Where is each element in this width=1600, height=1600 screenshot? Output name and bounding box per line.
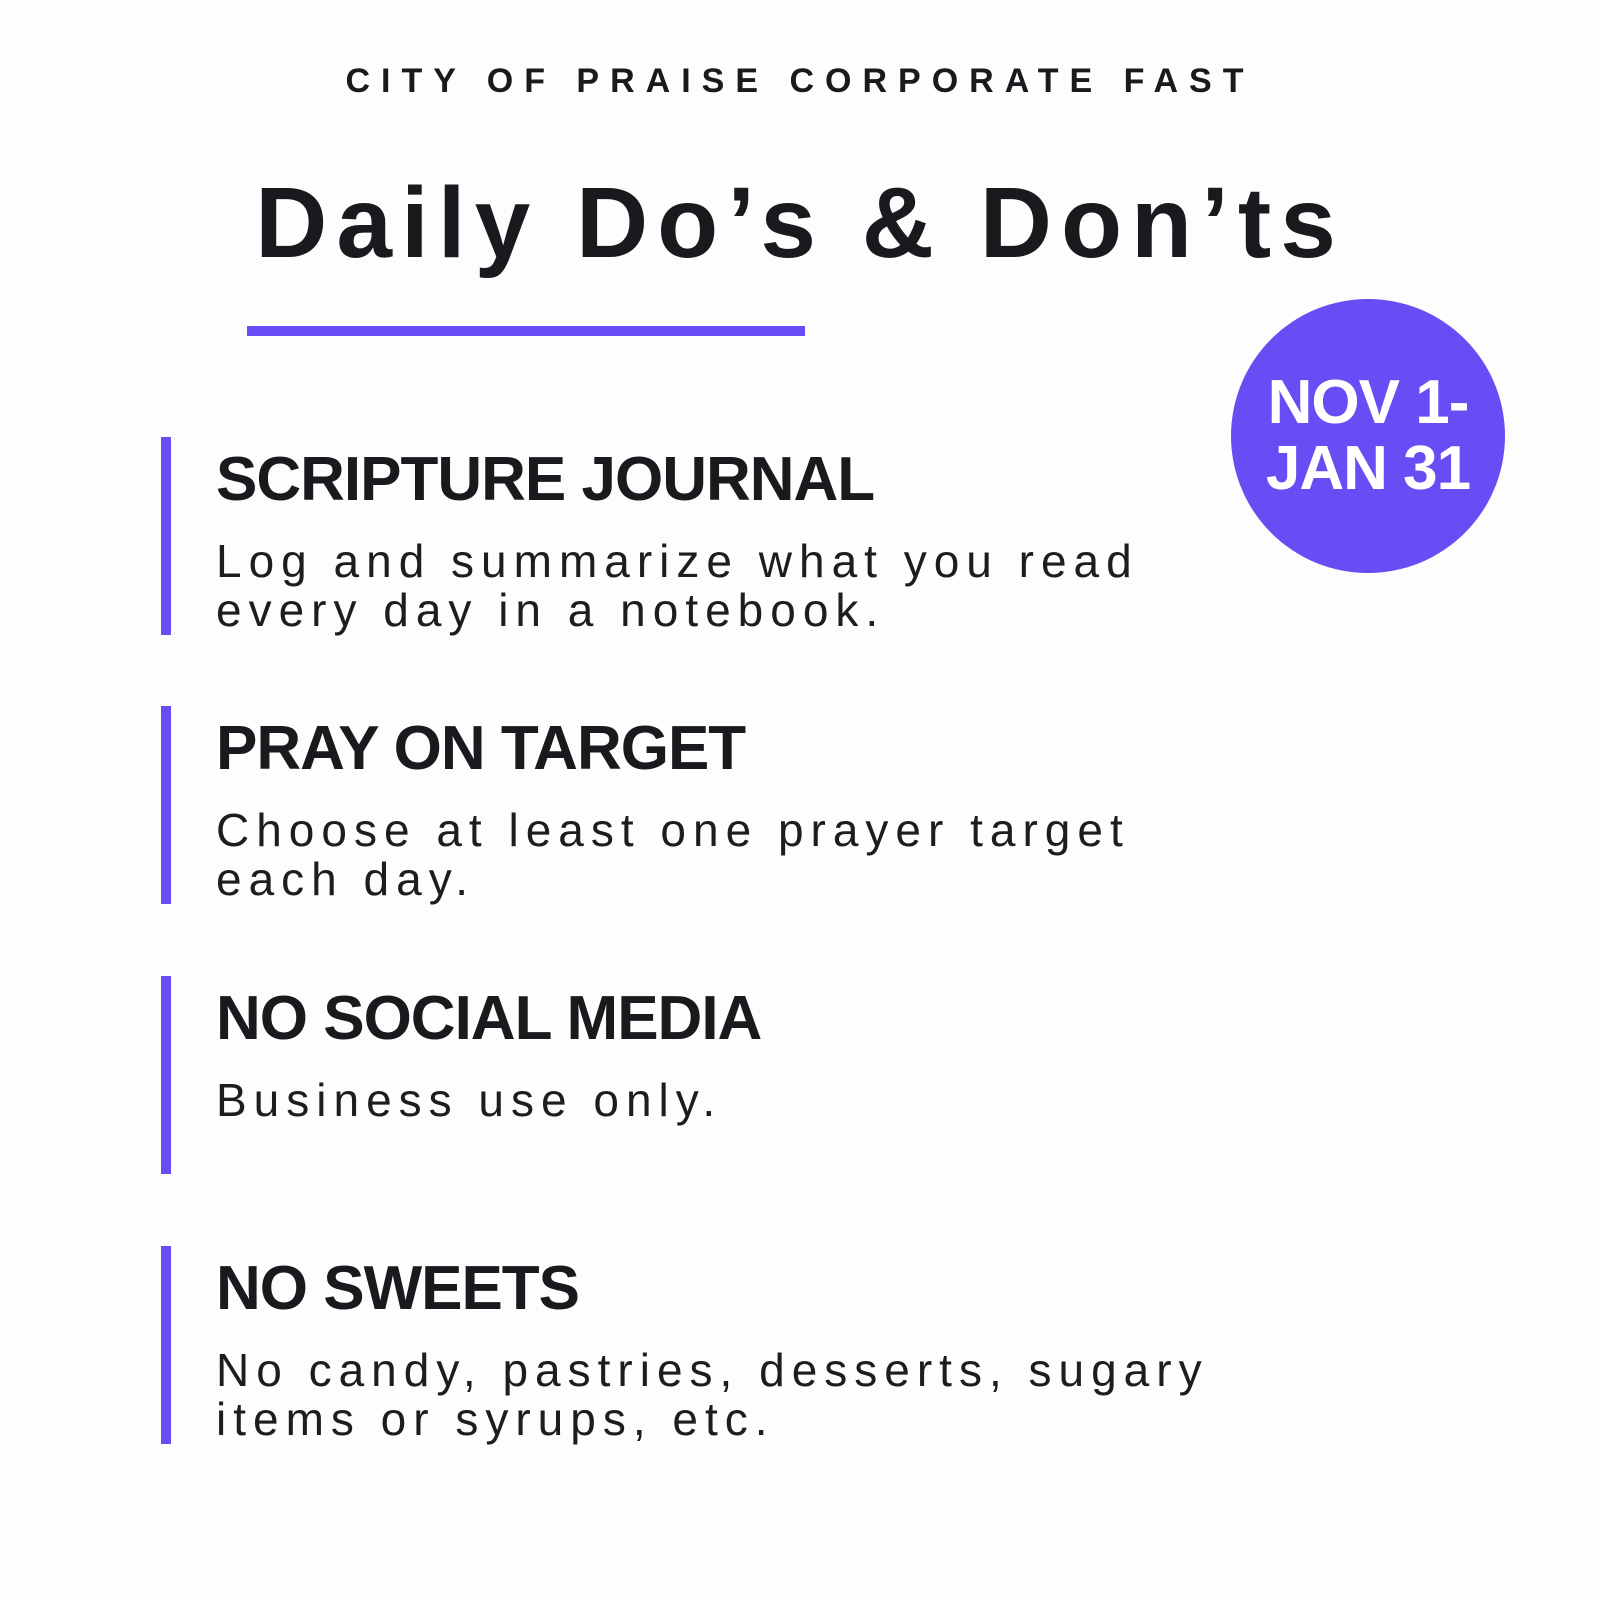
page-title: Daily Do’s & Don’ts <box>255 167 1345 279</box>
rule-title-no-sweets: NO SWEETS <box>216 1254 580 1323</box>
date-badge-end: JAN 31 <box>1265 434 1471 503</box>
rule-description-no-social-media: Business use only. <box>216 1074 723 1126</box>
date-range-badge <box>1231 299 1505 573</box>
rule-title-no-social-media: NO SOCIAL MEDIA <box>216 984 762 1053</box>
rule-description-scripture-journal: Log and summarize what you read every day in a notebook. <box>216 535 1139 636</box>
date-badge-start: NOV 1- <box>1267 368 1469 437</box>
rule-accent-bar <box>161 437 171 635</box>
rule-accent-bar <box>161 976 171 1174</box>
title-underline <box>247 326 805 336</box>
rule-accent-bar <box>161 1246 171 1444</box>
rule-description-pray-on-target: Choose at least one prayer target each day. <box>216 804 1130 905</box>
organization-name: CITY OF PRAISE CORPORATE FAST <box>345 62 1255 100</box>
rule-title-pray-on-target: PRAY ON TARGET <box>216 714 746 783</box>
rule-title-scripture-journal: SCRIPTURE JOURNAL <box>216 445 875 514</box>
rule-accent-bar <box>161 706 171 904</box>
rule-description-no-sweets: No candy, pastries, desserts, sugary items or syrups, etc. <box>216 1344 1209 1445</box>
